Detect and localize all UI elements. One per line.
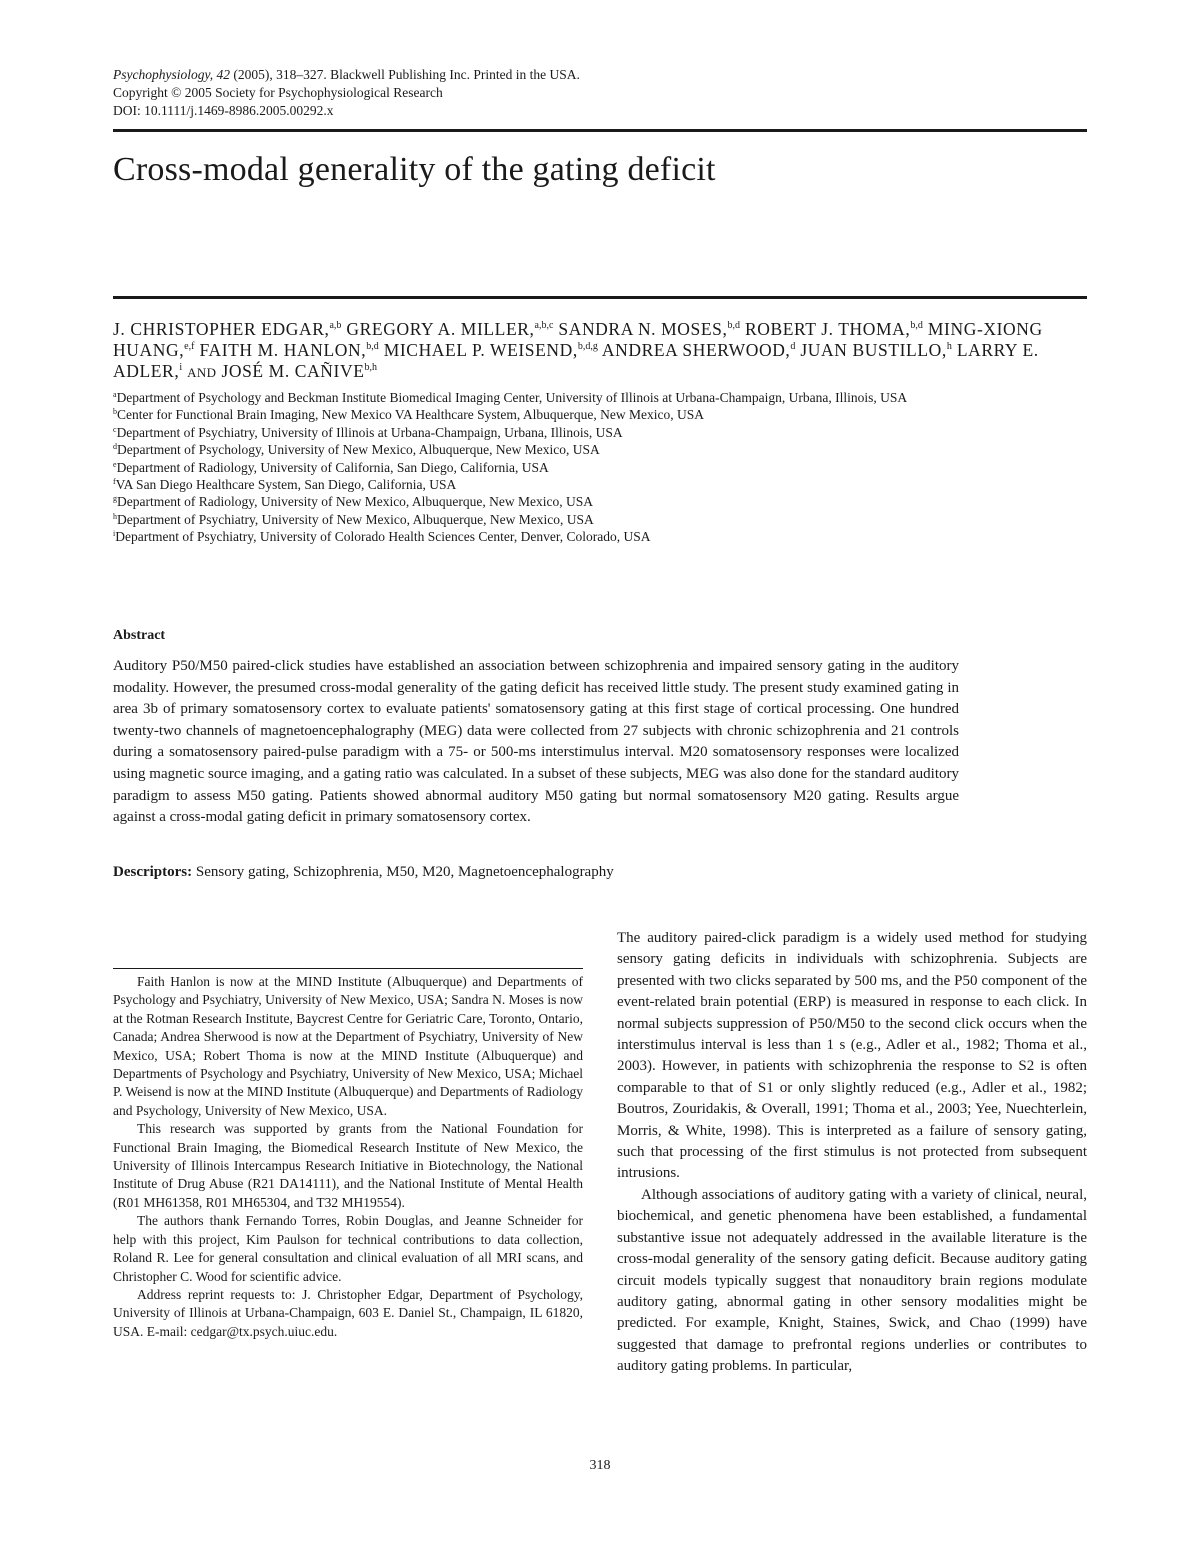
affiliation-key: f (113, 477, 116, 487)
affiliation-key: h (113, 511, 117, 521)
title-rule (113, 296, 1087, 299)
affiliation (113, 424, 1087, 441)
author-affiliation-marker: a,b (329, 320, 342, 331)
citation-line (113, 66, 580, 84)
affiliation-text: Department of Psychology and Beckman Institute Biomedical Imaging Center, University of Illinois at Urbana-Champaign, Urbana, Illinois, USA (116, 390, 908, 405)
author-name: GREGORY A. MILLER, (346, 319, 535, 339)
top-rule (113, 129, 1087, 132)
affiliation-text: Department of Radiology, University of New Mexico, Albuquerque, New Mexico, USA (117, 494, 594, 510)
author-name: JUAN BUSTILLO, (800, 340, 947, 360)
author-name: SANDRA N. MOSES, (558, 319, 728, 339)
affiliation-key: a (113, 390, 117, 399)
affiliation (113, 476, 1087, 493)
footnote-rule (113, 968, 583, 969)
affiliation (113, 493, 1087, 510)
author-name: MICHAEL P. WEISEND, (383, 340, 578, 360)
footnote-affiliation-changes: Faith Hanlon is now at the MIND Institute (Albuquerque) and Departments of Psychology and Psychiatry, University of New Mexico, USA; Sandra N. Moses is now at the Rotman Research Institute, Baycrest Centre for Geriatric Care, Toronto, Ontario, Canada; Andrea Sherwood is now at the Department of Psychiatry, University of New Mexico, USA; Robert Thoma is now at the MIND Institute (Albuquerque) and Departments of Psychology and Psychiatry, University of New Mexico, USA; Michael P. Weisend is now at the MIND Institute (Albuquerque) and Departments of Radiology and Psychology, University of New Mexico, USA. (113, 974, 583, 1118)
page-number: 318 (589, 1458, 611, 1473)
affiliation-list (113, 389, 1087, 546)
journal-name: Psychophysiology, (113, 67, 214, 82)
author-affiliation-marker: b,d (910, 320, 923, 331)
affiliation (113, 389, 1087, 406)
footnote-funding: This research was supported by grants from the National Foundation for Functional Brain Imaging, the Biomedical Research Institute of New Mexico, the University of Illinois Intercampus Research Initiative in Biotechnology, the National Institute of Drug Abuse (R21 DA14111), and the National Institute of Mental Health (R01 MH61358, R01 MH65304, and T32 MH19554). (113, 1121, 583, 1210)
affiliation (113, 406, 1087, 423)
affiliation-text: VA San Diego Healthcare System, San Diego, California, USA (115, 477, 457, 493)
descriptors (113, 862, 959, 882)
affiliation-key: d (113, 442, 117, 452)
footnote-reprint-address: Address reprint requests to: J. Christopher Edgar, Department of Psychology, University of Illinois at Urbana-Champaign, 603 E. Daniel St., Champaign, IL 61820, USA. E-mail: cedgar@tx.psych.uiuc.edu. (113, 1286, 583, 1339)
author-affiliation-marker: b,d (727, 320, 740, 331)
affiliation (113, 459, 1087, 476)
affiliation-text: Department of Psychiatry, University of Illinois at Urbana-Champaign, Urbana, Illinois, USA (116, 424, 623, 440)
author-affiliation-marker: a,b,c (534, 320, 554, 331)
author-affiliation-marker: d (790, 341, 796, 352)
author-affiliation-marker: b,h (364, 362, 377, 373)
article-title: Cross-modal generality of the gating deficit (113, 151, 716, 188)
author-affiliation-marker: i (179, 362, 183, 373)
author (346, 319, 553, 339)
affiliation-key: c (113, 424, 117, 434)
citation-rest: (2005), 318–327. Blackwell Publishing Inc. Printed in the USA. (233, 67, 580, 82)
affiliation-text: Department of Psychology, University of New Mexico, Albuquerque, New Mexico, USA (117, 442, 600, 458)
body-paragraph: The auditory paired-click paradigm is a widely used method for studying sensory gating deficits in individuals with schizophrenia. Subjects are presented with two clicks separated by 500 ms, and the P50 component of the event-related brain potential (ERP) is measured in response to each click. In normal subjects suppression of P50/M50 to the second click occurs when the interstimulus interval is less than 1 s (e.g., Adler et al., 1982; Thoma et al., 2003). However, in patients with schizophrenia the response to S2 is often comparable to that of S1 or only slightly reduced (e.g., Adler et al., 1982; Boutros, Zouridakis, & Overall, 1991; Thoma et al., 2003; Yee, Nuechterlein, Morris, & White, 1998). This is interpreted as a failure of sensory gating, such that processing of the first stimulus is not protected from subsequent intrusions. (617, 930, 1087, 1182)
author-list (113, 319, 1087, 383)
affiliation-key: e (113, 459, 117, 469)
author-name: AND (187, 365, 217, 380)
author (221, 361, 377, 381)
affiliation (113, 441, 1087, 458)
author-affiliation-marker: b,d (366, 341, 379, 352)
abstract-heading: Abstract (113, 628, 166, 643)
descriptors-text: Sensory gating, Schizophrenia, M50, M20, Magnetoencephalography (195, 864, 614, 880)
author (187, 361, 216, 381)
affiliation-key: i (113, 529, 116, 539)
affiliation-text: Center for Functional Brain Imaging, New Mexico VA Healthcare System, Albuquerque, New Mexico, USA (117, 407, 705, 423)
affiliation-text: Department of Radiology, University of California, San Diego, California, USA (116, 459, 549, 475)
footnotes (113, 973, 583, 1341)
affiliation-text: Department of Psychiatry, University of New Mexico, Albuquerque, New Mexico, USA (117, 511, 594, 527)
author-affiliation-marker: b,d,g (577, 341, 598, 352)
body-paragraph: Although associations of auditory gating with a variety of clinical, neural, biochemical, and genetic phenomena have been established, a fundamental substantive issue not adequately addressed in the available literature is the cross-modal generality of the sensory gating deficit. Because auditory gating circuit models typically suggest that nonauditory brain regions modulate auditory gating, abnormal gating in other sensory modalities might be predicted. For example, Knight, Staines, Swick, and Chao (1999) have suggested that damage to prefrontal regions underlies or contributes to auditory gating problems. In particular, (617, 1186, 1087, 1375)
descriptors-label: Descriptors: (113, 864, 193, 880)
author-name: FAITH M. HANLON, (199, 340, 367, 360)
author (558, 319, 740, 339)
affiliation (113, 511, 1087, 528)
author (199, 340, 378, 360)
author (113, 319, 341, 339)
affiliation-key: g (113, 494, 117, 504)
author-affiliation-marker: e,f (184, 341, 195, 352)
doi-line: DOI: 10.1111/j.1469-8986.2005.00292.x (113, 103, 334, 118)
author-name: LARRY E. ADLER, (113, 340, 1039, 381)
affiliation-text: Department of Psychiatry, University of Colorado Health Sciences Center, Denver, Colorado, USA (115, 529, 651, 545)
journal-volume: 42 (216, 67, 230, 82)
footnote-acknowledgments: The authors thank Fernando Torres, Robin Douglas, and Jeanne Schneider for help with this project, Kim Paulson for technical contributions to data collection, Roland R. Lee for general consultation and clinical evaluation of all MRI scans, and Christopher C. Wood for scientific advice. (113, 1213, 583, 1284)
body-text-column (617, 928, 1087, 1378)
abstract-text: Auditory P50/M50 paired-click studies have established an association between schizophrenia and impaired sensory gating in the auditory modality. However, the presumed cross-modal generality of the gating deficit has received little study. The present study examined gating in area 3b of primary somatosensory cortex to evaluate patients' somatosensory gating at this first stage of cortical processing. One hundred twenty-two channels of magnetoencephalography (MEG) data were collected from 27 subjects with chronic schizophrenia and 21 controls during a somatosensory paired-pulse paradigm with a 75- or 500-ms interstimulus interval. M20 somatosensory responses were localized using magnetic source imaging, and a gating ratio was calculated. In a subset of these subjects, MEG was also done for the standard auditory paradigm to assess M50 gating. Patients showed abnormal auditory M50 gating but normal somatosensory M20 gating. Results argue against a cross-modal gating deficit in primary somatosensory cortex. (113, 658, 959, 826)
author (384, 340, 598, 360)
affiliation (113, 528, 1087, 545)
copyright-line: Copyright © 2005 Society for Psychophysiological Research (113, 85, 443, 100)
author-name: JOSÉ M. CAÑIVE (221, 361, 365, 381)
author-name: ANDREA SHERWOOD, (601, 340, 791, 360)
author-name: ROBERT J. THOMA, (744, 319, 911, 339)
author (800, 340, 951, 360)
author-affiliation-marker: h (946, 341, 952, 352)
author-name: MING-XIONG HUANG, (113, 319, 1043, 360)
author (602, 340, 796, 360)
journal-header (113, 66, 580, 120)
author-name: J. CHRISTOPHER EDGAR, (113, 319, 330, 339)
affiliation-key: b (113, 407, 117, 417)
author (745, 319, 923, 339)
